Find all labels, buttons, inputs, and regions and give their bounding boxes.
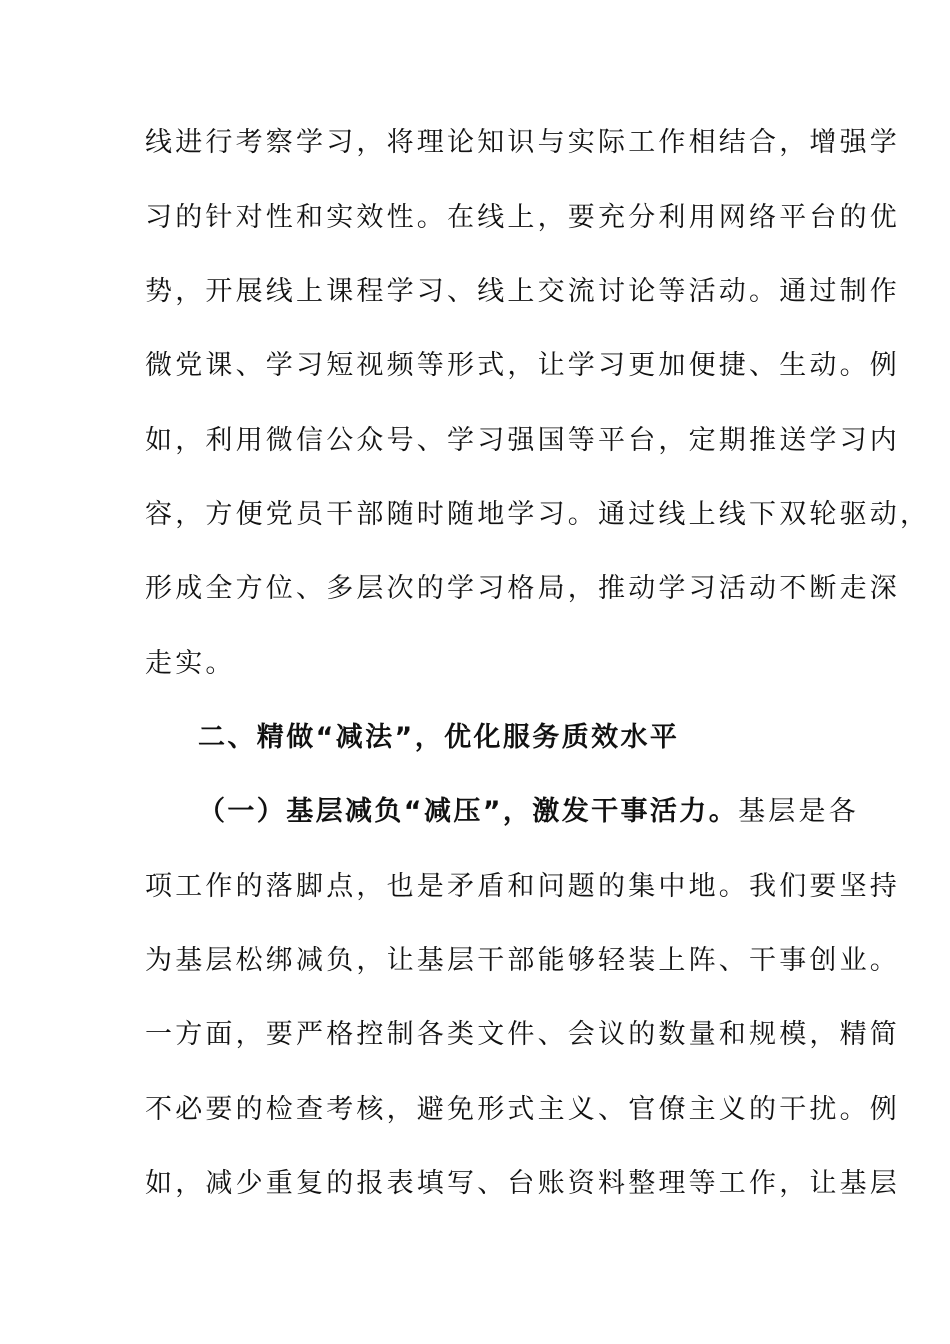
paragraph-line: 容，方便党员干部随时随地学习。通过线上线下双轮驱动， <box>145 499 931 530</box>
paragraph-line: 项工作的落脚点，也是矛盾和问题的集中地。我们要坚持 <box>145 871 900 902</box>
paragraph-line: 一方面，要严格控制各类文件、会议的数量和规模，精简 <box>145 1019 900 1050</box>
paragraph-line: 如，利用微信公众号、学习强国等平台，定期推送学习内 <box>145 425 900 456</box>
paragraph-line: 如，减少重复的报表填写、台账资料整理等工作，让基层 <box>145 1168 900 1199</box>
paragraph-line: 势，开展线上课程学习、线上交流讨论等活动。通过制作 <box>145 276 900 307</box>
paragraph-line: 不必要的检查考核，避免形式主义、官僚主义的干扰。例 <box>145 1094 900 1125</box>
paragraph-line: 为基层松绑减负，让基层干部能够轻装上阵、干事创业。 <box>145 945 900 976</box>
paragraph-line: 微党课、学习短视频等形式，让学习更加便捷、生动。例 <box>145 350 900 381</box>
subsection-title: （一）基层减负“减压”，激发干事活力。 <box>198 796 739 827</box>
subsection-lead-text: 基层是各 <box>738 796 859 827</box>
paragraph-line: 习的针对性和实效性。在线上，要充分利用网络平台的优 <box>145 202 900 233</box>
subsection-first-line <box>198 794 859 830</box>
paragraph-line: 线进行考察学习，将理论知识与实际工作相结合，增强学 <box>145 127 900 158</box>
paragraph-line: 形成全方位、多层次的学习格局，推动学习活动不断走深 <box>145 573 900 604</box>
paragraph-line: 走实。 <box>145 648 236 679</box>
section-heading: 二、精做“减法”，优化服务质效水平 <box>198 722 680 753</box>
